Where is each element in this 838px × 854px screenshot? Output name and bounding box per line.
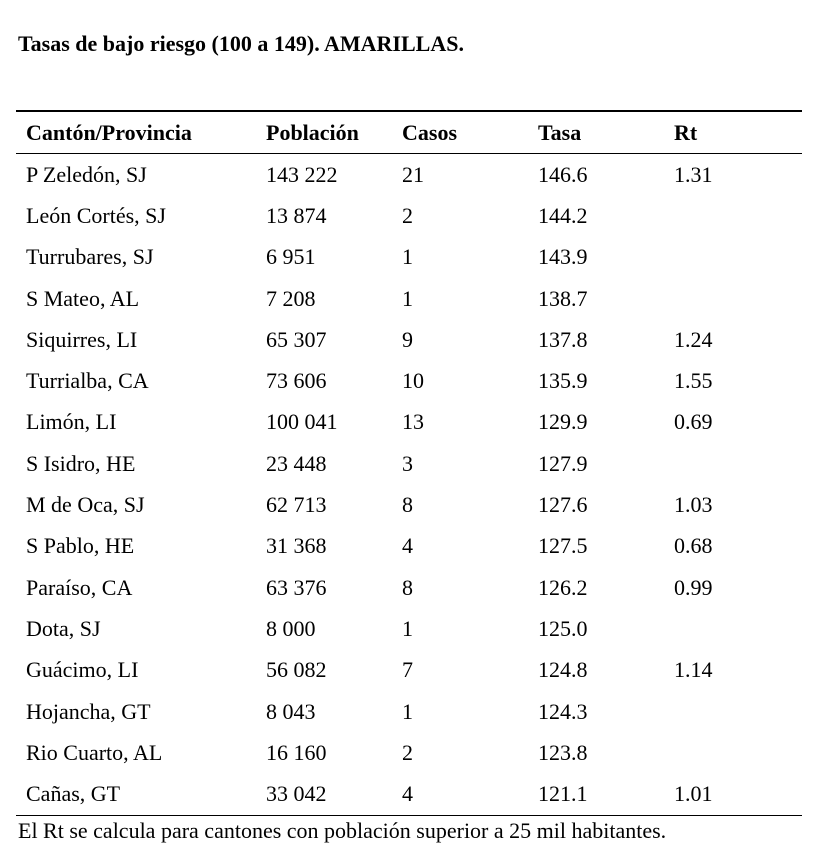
- cell-casos: 13: [402, 409, 424, 435]
- cell-poblacion: 23 448: [266, 450, 327, 476]
- cell-canton: S Isidro, HE: [26, 450, 136, 476]
- cell-casos: 10: [402, 368, 424, 394]
- cell-casos: 9: [402, 326, 413, 352]
- cell-casos: 2: [402, 202, 413, 228]
- header-poblacion: Población: [266, 119, 359, 145]
- risk-table: [16, 110, 802, 816]
- cell-rt: 1.55: [674, 368, 713, 394]
- cell-canton: Dota, SJ: [26, 615, 101, 641]
- cell-poblacion: 8 043: [266, 698, 316, 724]
- table-row: [16, 732, 802, 773]
- cell-tasa: 135.9: [538, 368, 588, 394]
- header-casos: Casos: [402, 119, 458, 145]
- table-row: [16, 360, 802, 401]
- table-row: [16, 650, 802, 691]
- cell-canton: P Zeledón, SJ: [26, 161, 147, 187]
- page-title: Tasas de bajo riesgo (100 a 149). AMARILLAS.: [18, 31, 464, 56]
- cell-poblacion: 16 160: [266, 739, 327, 765]
- cell-casos: 1: [402, 285, 413, 311]
- cell-canton: Siquirres, LI: [26, 326, 138, 352]
- cell-rt: 1.14: [674, 657, 713, 683]
- table-row: [16, 567, 802, 608]
- cell-rt: 1.31: [674, 161, 713, 187]
- cell-rt: 1.01: [674, 781, 713, 807]
- cell-canton: S Pablo, HE: [26, 533, 135, 559]
- cell-tasa: 127.5: [538, 533, 588, 559]
- cell-casos: 2: [402, 739, 413, 765]
- cell-casos: 3: [402, 450, 413, 476]
- cell-poblacion: 6 951: [266, 244, 316, 270]
- cell-tasa: 127.6: [538, 492, 588, 518]
- cell-casos: 21: [402, 161, 424, 187]
- cell-poblacion: 56 082: [266, 657, 327, 683]
- cell-tasa: 127.9: [538, 450, 588, 476]
- table-row: [16, 319, 802, 360]
- cell-poblacion: 31 368: [266, 533, 327, 559]
- cell-tasa: 124.3: [538, 698, 588, 724]
- cell-casos: 1: [402, 615, 413, 641]
- cell-canton: León Cortés, SJ: [26, 202, 166, 228]
- cell-tasa: 129.9: [538, 409, 588, 435]
- table-row: [16, 195, 802, 236]
- cell-tasa: 146.6: [538, 161, 588, 187]
- cell-poblacion: 63 376: [266, 574, 327, 600]
- header-rt: Rt: [674, 119, 698, 145]
- table-bottom-rule: [16, 815, 802, 816]
- cell-canton: Turrubares, SJ: [26, 244, 154, 270]
- cell-tasa: 143.9: [538, 244, 588, 270]
- cell-rt: 1.24: [674, 326, 713, 352]
- cell-tasa: 124.8: [538, 657, 588, 683]
- cell-poblacion: 100 041: [266, 409, 338, 435]
- cell-rt: 0.69: [674, 409, 713, 435]
- table-row: [16, 278, 802, 319]
- cell-poblacion: 8 000: [266, 615, 316, 641]
- cell-canton: Paraíso, CA: [26, 574, 133, 600]
- cell-canton: M de Oca, SJ: [26, 492, 145, 518]
- cell-canton: S Mateo, AL: [26, 285, 140, 311]
- cell-casos: 4: [402, 533, 413, 559]
- cell-poblacion: 65 307: [266, 326, 327, 352]
- cell-tasa: 137.8: [538, 326, 588, 352]
- table-row: [16, 608, 802, 649]
- header-canton-provincia: Cantón/Provincia: [26, 119, 192, 145]
- cell-tasa: 123.8: [538, 739, 588, 765]
- cell-casos: 1: [402, 244, 413, 270]
- cell-poblacion: 33 042: [266, 781, 327, 807]
- cell-rt: 1.03: [674, 492, 713, 518]
- cell-tasa: 121.1: [538, 781, 588, 807]
- cell-canton: Limón, LI: [26, 409, 117, 435]
- cell-casos: 4: [402, 781, 413, 807]
- cell-poblacion: 13 874: [266, 202, 327, 228]
- cell-poblacion: 62 713: [266, 492, 327, 518]
- cell-poblacion: 143 222: [266, 161, 338, 187]
- footnote: El Rt se calcula para cantones con población superior a 25 mil habitantes.: [18, 818, 667, 843]
- table-row: [16, 402, 802, 443]
- table-row: [16, 443, 802, 484]
- cell-tasa: 125.0: [538, 615, 588, 641]
- cell-rt: 0.68: [674, 533, 713, 559]
- table-row: [16, 526, 802, 567]
- cell-casos: 8: [402, 492, 413, 518]
- table-body: [16, 154, 802, 815]
- cell-rt: 0.99: [674, 574, 713, 600]
- cell-canton: Rio Cuarto, AL: [26, 739, 163, 765]
- table-row: [16, 237, 802, 278]
- table-row: [16, 691, 802, 732]
- cell-casos: 7: [402, 657, 413, 683]
- cell-poblacion: 7 208: [266, 285, 316, 311]
- cell-tasa: 138.7: [538, 285, 588, 311]
- header-tasa: Tasa: [538, 119, 582, 145]
- cell-canton: Guácimo, LI: [26, 657, 139, 683]
- cell-canton: Turrialba, CA: [26, 368, 149, 394]
- cell-canton: Hojancha, GT: [26, 698, 151, 724]
- cell-casos: 8: [402, 574, 413, 600]
- table-header-row: [16, 112, 802, 153]
- cell-canton: Cañas, GT: [26, 781, 121, 807]
- table-row: [16, 773, 802, 814]
- cell-poblacion: 73 606: [266, 368, 327, 394]
- cell-tasa: 144.2: [538, 202, 588, 228]
- table-row: [16, 154, 802, 195]
- cell-tasa: 126.2: [538, 574, 588, 600]
- cell-casos: 1: [402, 698, 413, 724]
- table-row: [16, 484, 802, 525]
